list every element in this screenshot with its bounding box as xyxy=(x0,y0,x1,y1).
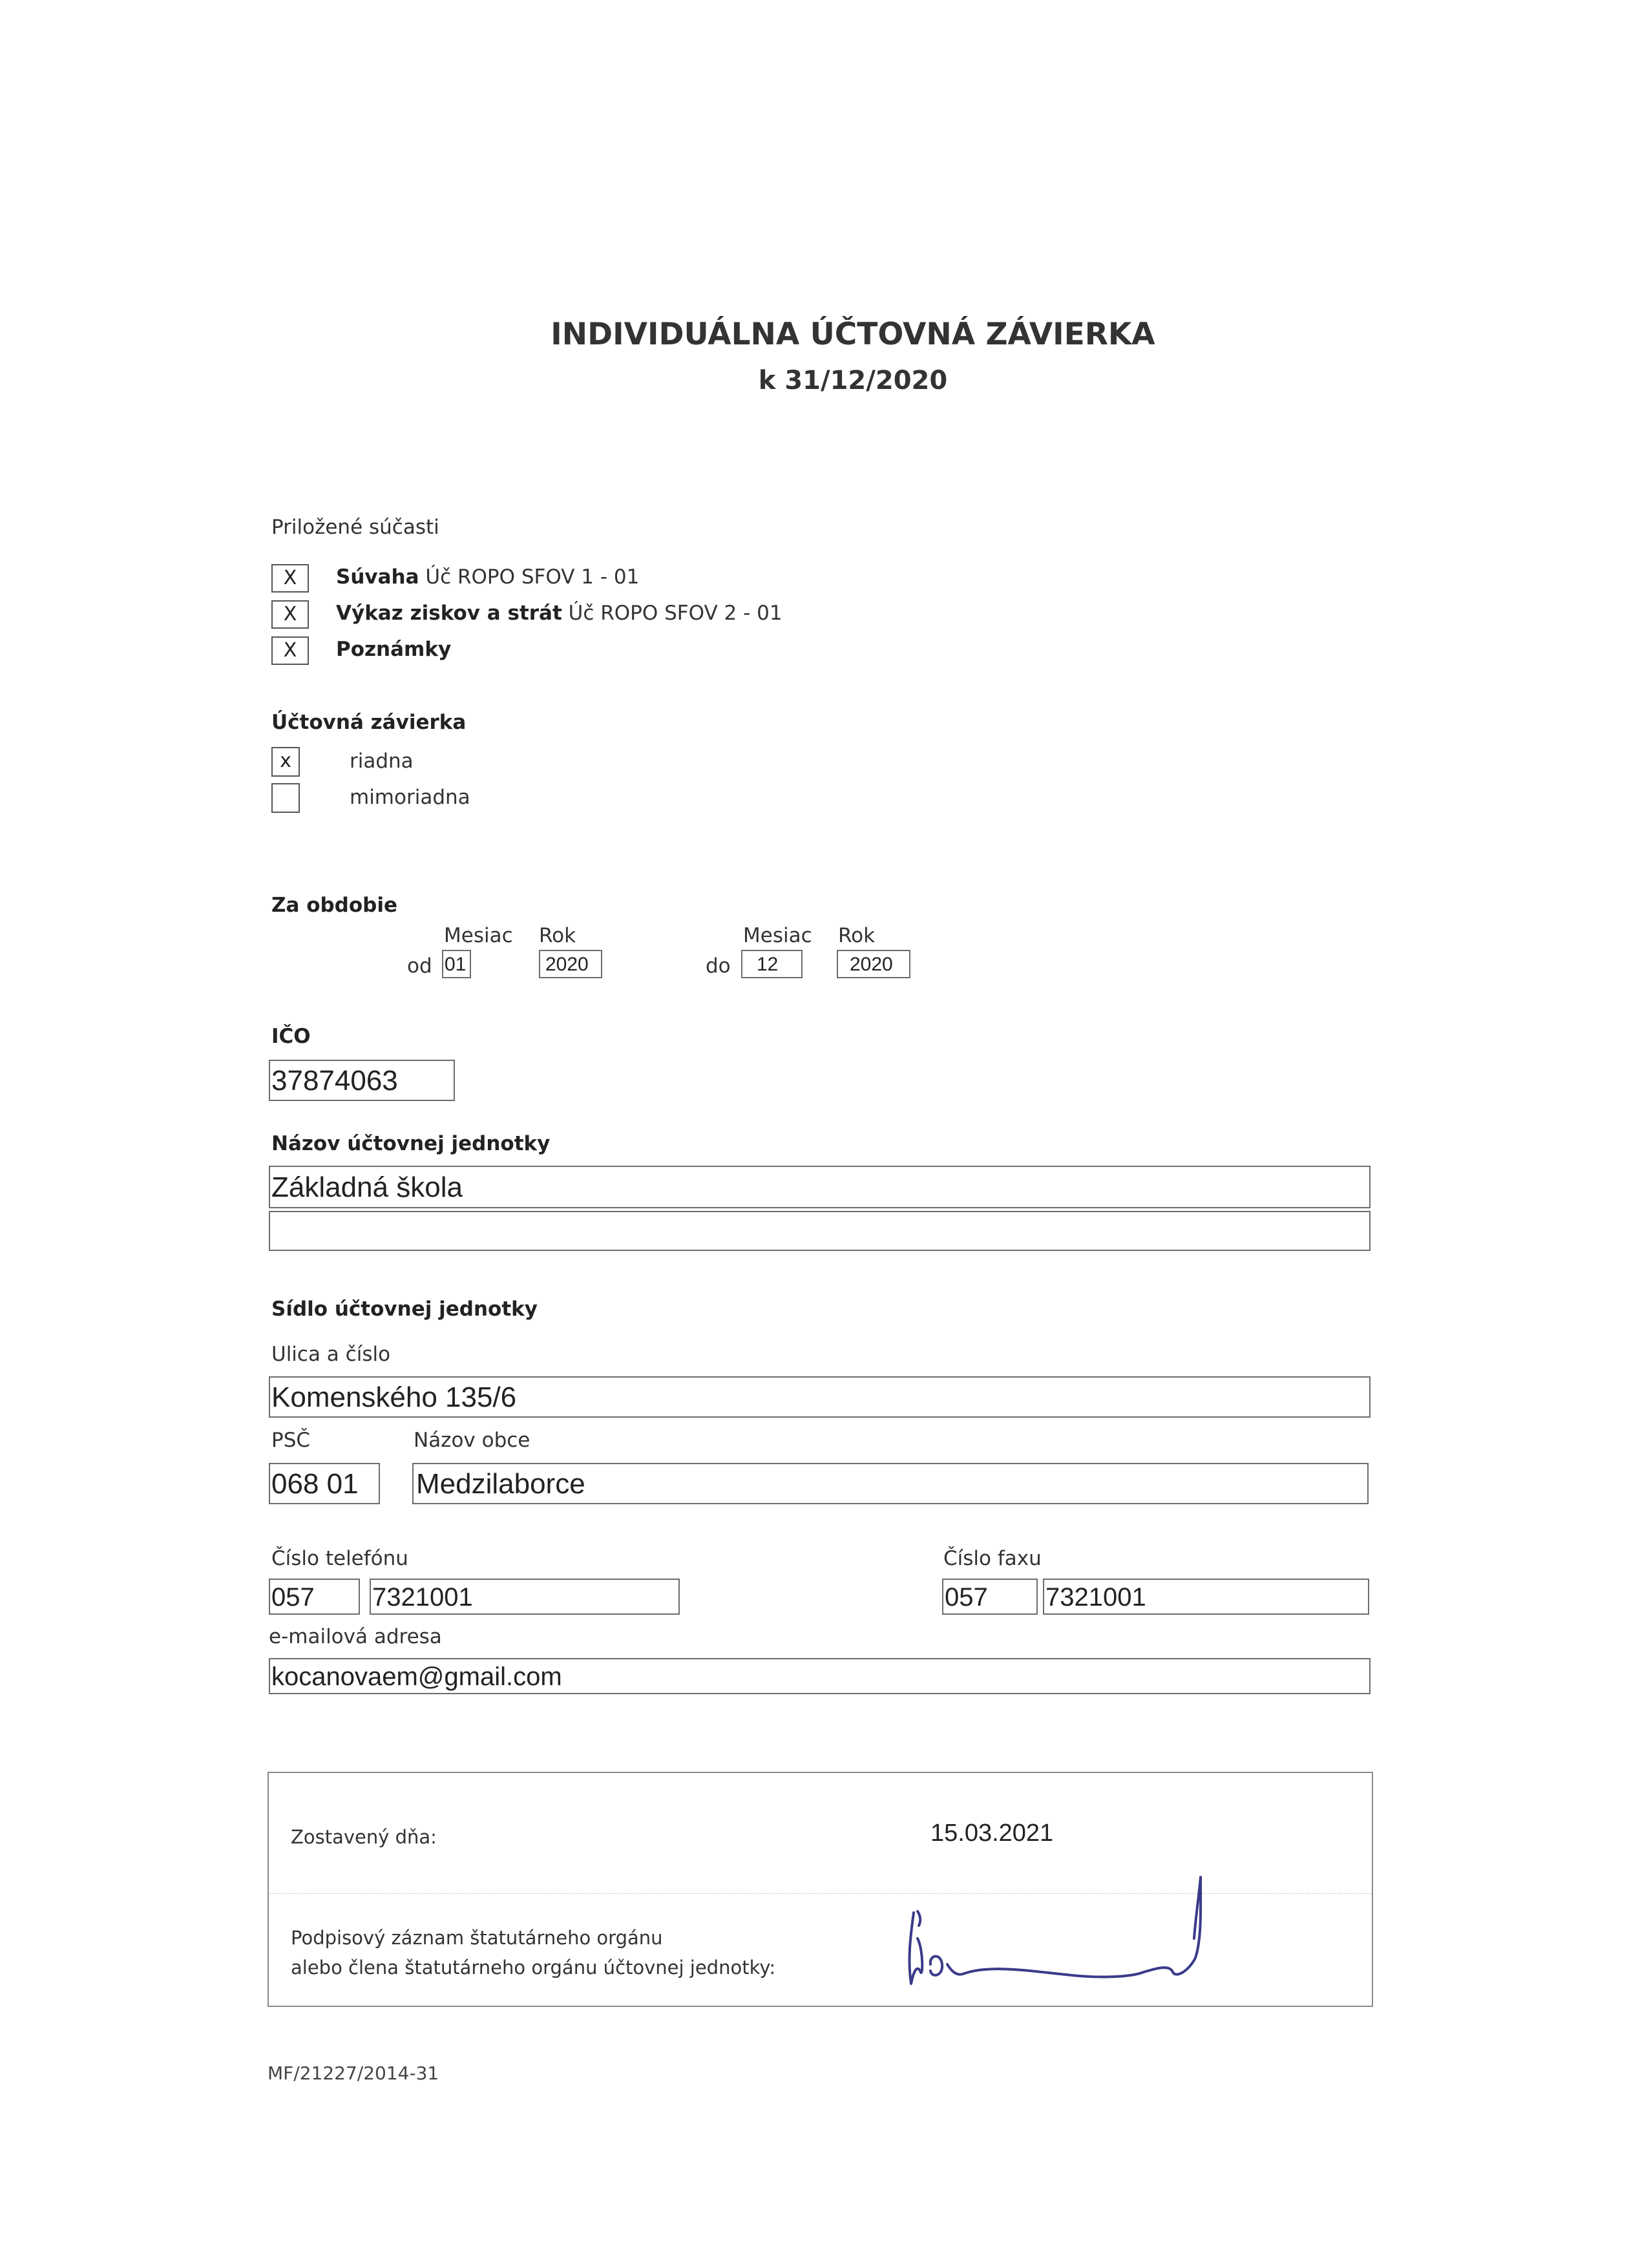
signature-label-line-2: alebo člena štatutárneho orgánu účtovnej jednotky: xyxy=(291,1957,776,1979)
phone-prefix-field[interactable]: 057 xyxy=(269,1579,360,1615)
to-label: do xyxy=(706,954,731,978)
closing-label-mimoriadna: mimoriadna xyxy=(350,786,470,809)
fax-number-field[interactable]: 7321001 xyxy=(1043,1579,1369,1615)
city-field[interactable]: Medzilaborce xyxy=(412,1463,1369,1504)
attachment-checkbox-poznamky[interactable]: X xyxy=(271,636,309,665)
ico-label: IČO xyxy=(271,1025,311,1048)
closing-checkbox-mimoriadna[interactable] xyxy=(271,783,300,813)
email-field[interactable]: kocanovaem@gmail.com xyxy=(269,1658,1371,1694)
psc-field[interactable]: 068 01 xyxy=(269,1463,380,1504)
psc-label: PSČ xyxy=(271,1429,311,1452)
attachment-name: Výkaz ziskov a strát xyxy=(336,602,562,625)
compiled-date: 15.03.2021 xyxy=(930,1820,1054,1847)
compiled-label: Zostavený dňa: xyxy=(291,1826,437,1848)
to-year-field[interactable]: 2020 xyxy=(837,950,910,978)
period-heading: Za obdobie xyxy=(271,894,398,917)
attachment-code: Úč ROPO SFOV 2 - 01 xyxy=(568,602,782,625)
address-heading: Sídlo účtovnej jednotky xyxy=(271,1297,538,1321)
attachments-heading: Priložené súčasti xyxy=(271,516,439,539)
closing-type-heading: Účtovná závierka xyxy=(271,711,467,734)
unit-name-line-2[interactable] xyxy=(269,1211,1371,1251)
ico-field[interactable]: 37874063 xyxy=(269,1060,455,1101)
from-label: od xyxy=(407,954,432,978)
attachment-code: Úč ROPO SFOV 1 - 01 xyxy=(425,565,640,589)
to-month-field[interactable]: 12 xyxy=(741,950,803,978)
street-label: Ulica a číslo xyxy=(271,1343,391,1366)
to-month-label: Mesiac xyxy=(743,924,812,947)
document-date: k 31/12/2020 xyxy=(758,366,948,395)
signature-label-line-1: Podpisový záznam štatutárneho orgánu xyxy=(291,1927,663,1949)
closing-checkbox-riadna[interactable]: x xyxy=(271,747,300,777)
fax-prefix-field[interactable]: 057 xyxy=(942,1579,1038,1615)
closing-label-riadna: riadna xyxy=(350,750,414,773)
unit-name-line-1[interactable]: Základná škola xyxy=(269,1166,1371,1208)
from-year-field[interactable]: 2020 xyxy=(539,950,602,978)
attachment-label-suvaha xyxy=(336,565,639,589)
handwritten-signature xyxy=(892,1867,1254,2003)
attachment-name: Súvaha xyxy=(336,565,419,589)
street-field[interactable]: Komenského 135/6 xyxy=(269,1376,1371,1418)
attachment-label-vykaz xyxy=(336,602,782,625)
to-year-label: Rok xyxy=(838,924,876,947)
fax-label: Číslo faxu xyxy=(943,1547,1042,1570)
from-month-label: Mesiac xyxy=(444,924,513,947)
attachment-checkbox-vykaz[interactable]: X xyxy=(271,600,309,629)
attachment-name: Poznámky xyxy=(336,638,452,661)
email-label: e-mailová adresa xyxy=(269,1625,442,1648)
document-title: INDIVIDUÁLNA ÚČTOVNÁ ZÁVIERKA xyxy=(551,317,1155,352)
city-label: Názov obce xyxy=(414,1429,530,1452)
phone-label: Číslo telefónu xyxy=(271,1547,408,1570)
attachment-label-poznamky xyxy=(336,638,451,661)
form-reference: MF/21227/2014-31 xyxy=(268,2063,439,2084)
from-year-label: Rok xyxy=(539,924,576,947)
unit-name-label: Názov účtovnej jednotky xyxy=(271,1132,551,1155)
attachment-checkbox-suvaha[interactable]: X xyxy=(271,564,309,593)
from-month-field[interactable]: 01 xyxy=(442,950,471,978)
phone-number-field[interactable]: 7321001 xyxy=(370,1579,680,1615)
